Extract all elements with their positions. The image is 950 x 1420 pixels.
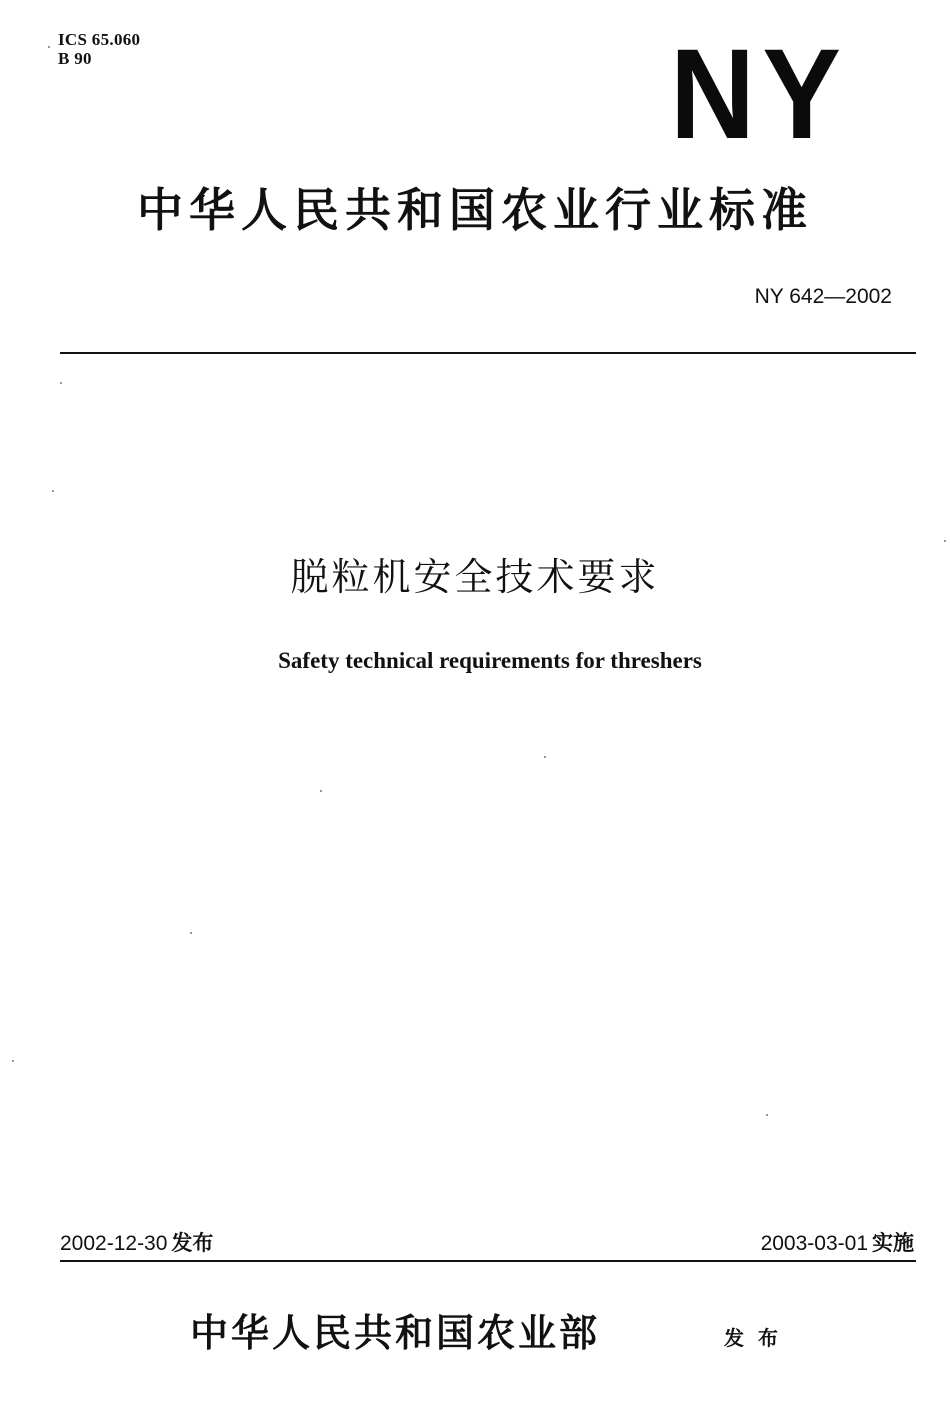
ics-code: ICS 65.060 [58,30,141,49]
issue-date: 2002-12-30 [60,1232,168,1255]
scan-speck [48,46,50,48]
footer-divider [60,1260,916,1262]
scan-speck [52,490,54,492]
classification-codes [58,30,140,68]
scan-speck [12,1060,14,1062]
header-divider [60,352,916,354]
scan-speck [766,1114,768,1116]
ccs-code: B 90 [58,49,92,68]
implement-label: 实施 [872,1232,914,1255]
issue-date-block [60,1230,213,1258]
document-title-chinese: 脱粒机安全技术要求 [290,555,660,599]
scan-speck [320,790,322,792]
ny-logo: NY [670,23,849,166]
scan-speck [944,540,946,542]
implement-date: 2003-03-01 [760,1232,868,1255]
issue-label: 发布 [171,1232,214,1255]
standard-type-title: 中华人民共和国农业行业标准 [137,183,813,237]
implement-date-block [761,1230,914,1258]
standard-number: NY 642—2002 [754,285,892,308]
scan-speck [60,382,62,384]
document-title-english: Safety technical requirements for threshers [278,648,702,673]
scan-speck [190,932,192,934]
issuing-action: 发布 [724,1326,792,1350]
issuing-authority: 中华人民共和国农业部 [190,1310,601,1355]
scan-speck [544,756,546,758]
